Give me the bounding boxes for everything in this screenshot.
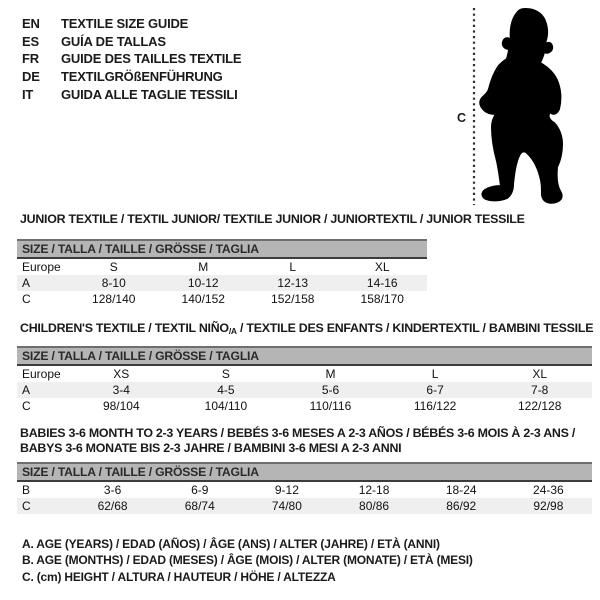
language-row <box>22 85 241 103</box>
row-label-cell: A <box>22 383 31 397</box>
table-row <box>17 275 427 291</box>
value-cell: M <box>198 260 209 274</box>
value-cell: 7-8 <box>531 383 549 397</box>
babies-table-title <box>20 426 575 456</box>
table-row <box>17 366 592 382</box>
language-label: TEXTILE SIZE GUIDE <box>61 16 189 32</box>
table-title-line <box>20 426 575 441</box>
table-row <box>17 382 592 398</box>
footnote-line: A. AGE (YEARS) / EDAD (AÑOS) / ÂGE (ANS) / ALTER (JAHRE) / ETÀ (ANNI) <box>22 537 440 551</box>
value-cell: 4-5 <box>217 383 235 397</box>
babies-size-table <box>17 482 592 514</box>
value-cell: 110/116 <box>309 399 352 413</box>
table-title-text: BABYS 3-6 MONATE BIS 2-3 JAHRE / BAMBINI 3-6 MESI A 2-3 ANNI <box>20 441 402 455</box>
value-cell: 116/122 <box>413 399 457 413</box>
value-cell: 86/92 <box>446 499 477 513</box>
value-cell: 98/104 <box>102 399 140 413</box>
language-list <box>22 15 241 103</box>
value-cell: XS <box>113 367 130 381</box>
language-code: ES <box>22 33 39 49</box>
value-cell: 6-7 <box>426 383 444 397</box>
baby-silhouette-graphic <box>456 3 600 215</box>
value-cell: 158/170 <box>360 292 404 306</box>
value-cell: 80/86 <box>359 499 390 513</box>
value-cell: 3-6 <box>103 483 122 497</box>
value-cell: 68/74 <box>184 499 215 513</box>
row-label-cell: C <box>22 292 31 306</box>
value-cell: 5-6 <box>321 383 340 397</box>
table-title-text: BABIES 3-6 MONTH TO 2-3 YEARS / BEBÉS 3-6 MESES A 2-3 AÑOS / BÉBÉS 3-6 MOIS À 2-3 ANS / <box>20 426 576 440</box>
row-label-cell: C <box>22 399 31 413</box>
children-size-header <box>17 346 592 366</box>
row-label-cell: A <box>22 276 31 290</box>
table-title-line <box>20 321 593 339</box>
language-code: EN <box>22 16 40 32</box>
value-cell: L <box>289 260 297 274</box>
value-cell: 3-4 <box>112 383 130 397</box>
language-code: FR <box>22 51 39 67</box>
language-label: GUIDE DES TAILLES TEXTILE <box>61 51 242 67</box>
value-cell: 12-18 <box>358 483 390 497</box>
value-cell: 122/128 <box>517 399 562 413</box>
value-cell: 18-24 <box>445 483 477 497</box>
footnote-line: B. AGE (MONTHS) / EDAD (MESES) / ÂGE (MOIS) / ALTER (MONATE) / ETÀ (MESI) <box>22 553 473 568</box>
junior-size-table <box>17 259 427 307</box>
toddler-silhouette-icon <box>480 9 562 203</box>
value-cell: L <box>431 367 439 381</box>
value-cell: S <box>221 367 230 381</box>
value-cell: 10-12 <box>187 276 219 290</box>
language-label: GUÍA DE TALLAS <box>61 33 166 49</box>
value-cell: 92/98 <box>533 499 564 513</box>
value-cell: XL <box>532 367 548 381</box>
value-cell: S <box>109 260 118 274</box>
language-row <box>22 50 241 68</box>
table-row <box>17 498 592 514</box>
row-label-cell: Europe <box>22 367 61 381</box>
language-code: IT <box>22 86 34 102</box>
table-row <box>17 259 427 275</box>
value-cell: M <box>325 367 336 381</box>
children-size-table <box>17 366 592 414</box>
language-code: DE <box>22 69 40 85</box>
children-table-title <box>20 321 593 339</box>
language-row <box>22 15 241 33</box>
language-label: TEXTILGRÖßENFÜHRUNG <box>61 69 223 85</box>
table-title-text: / TEXTILE DES ENFANTS / KINDERTEXTIL / BAMBINI TESSILE <box>236 321 594 335</box>
language-label: GUIDA ALLE TAGLIE TESSILI <box>61 86 238 102</box>
table-row <box>17 398 592 414</box>
footnote-legend <box>22 536 473 585</box>
table-row <box>17 291 427 307</box>
value-cell: 8-10 <box>101 276 126 290</box>
language-row <box>22 68 241 86</box>
row-label-cell: B <box>22 483 31 497</box>
value-cell: XL <box>374 260 390 274</box>
value-cell: 14-16 <box>366 276 398 290</box>
table-title-text: /A <box>228 326 237 336</box>
language-row <box>22 33 241 51</box>
value-cell: 12-13 <box>277 276 309 290</box>
table-title-line <box>20 441 575 456</box>
size-header-text: SIZE / TALLA / TAILLE / GRÖSSE / TAGLIA <box>22 242 259 256</box>
value-cell: 104/110 <box>204 399 248 413</box>
row-label-cell: Europe <box>22 260 61 274</box>
height-label-c: C <box>457 111 467 125</box>
babies-size-header <box>17 462 592 482</box>
value-cell: 140/152 <box>181 292 225 306</box>
value-cell: 152/158 <box>271 292 315 306</box>
table-row <box>17 482 592 498</box>
junior-table-title <box>20 212 525 227</box>
footnote-line: C. (cm) HEIGHT / ALTURA / HAUTEUR / HÖHE / ALTEZZA <box>22 569 336 584</box>
junior-size-header <box>17 239 427 259</box>
value-cell: 128/140 <box>92 292 136 306</box>
value-cell: 9-12 <box>274 483 299 497</box>
value-cell: 62/68 <box>97 499 128 513</box>
size-header-text: SIZE / TALLA / TAILLE / GRÖSSE / TAGLIA <box>22 465 259 479</box>
size-header-text: SIZE / TALLA / TAILLE / GRÖSSE / TAGLIA <box>22 349 259 363</box>
baby-height-figure <box>456 3 600 215</box>
table-title-text: JUNIOR TEXTILE / TEXTIL JUNIOR/ TEXTILE JUNIOR / JUNIORTEXTIL / JUNIOR TESSILE <box>20 212 525 226</box>
row-label-cell: C <box>22 499 31 513</box>
table-title-line <box>20 212 525 227</box>
value-cell: 24-36 <box>533 483 564 497</box>
table-title-text: CHILDREN'S TEXTILE / TEXTIL NIÑO <box>20 321 229 335</box>
value-cell: 74/80 <box>271 499 302 513</box>
value-cell: 6-9 <box>191 483 209 497</box>
